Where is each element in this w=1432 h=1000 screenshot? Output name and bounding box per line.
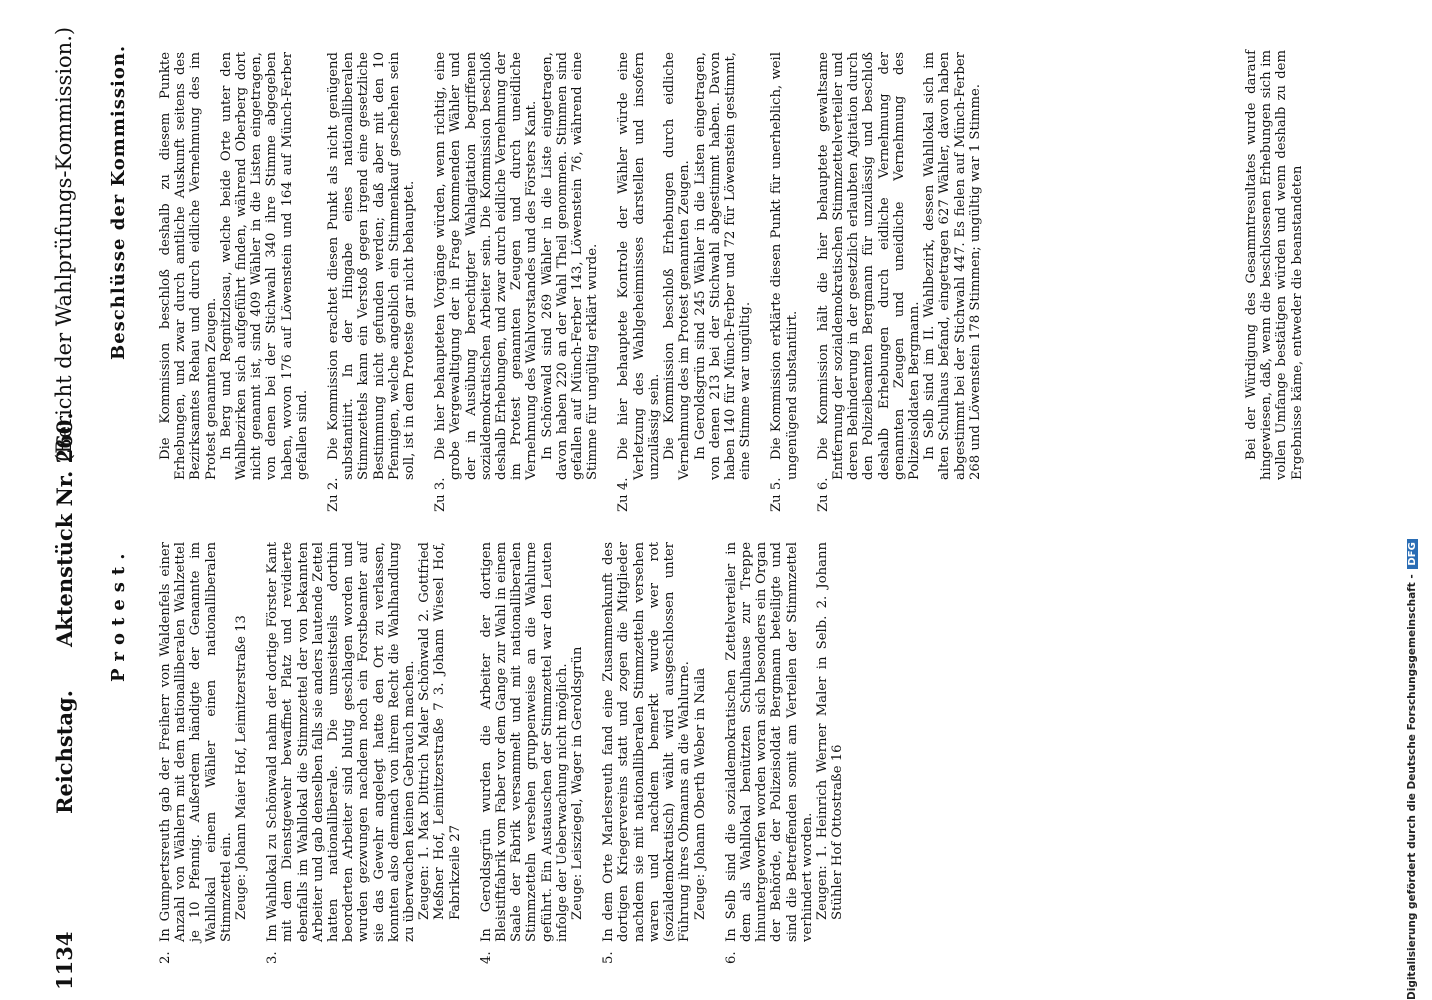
protest-item	[158, 542, 250, 964]
decision-paragraph: Die Kommission hält die hier behauptete gewaltsame Entfernung der sozialdemokratischen Stimmzettelverteiler und deren Behinderung in der gesetzlich erlaubten Agitation durch den Polizeibeamten Bergmann für unzulässig und beschloß deshalb Erhebungen durch eidliche Vernehmung der genannten Zeugen und uneidliche Vernehmung des Polizeisoldaten Bergmann.	[815, 52, 922, 480]
protest-text: Im Wahllokal zu Schönwald nahm der dortige Förster Kant mit dem Dienstgewehr bewaffnet Platz und revidierte ebenfalls im Wahllokal die Stimmzettel der von bekannten Arbeiter und gab denselben falls sie anders lautende Zettel hatten nationalliberale. Die umseitsteils dorthin beorderten Arbeiter sind blutig geschlagen worden und wurden gezwungen nachdem noch ein Forstbeamter auf sie das Gewehr angelegt hatte den Ort zu verlassen, konnten also demnach von ihrem Recht die Wahlhandlung zu überwachen keinen Gebrauch machen.	[265, 542, 418, 942]
item-number: 3.	[265, 951, 281, 964]
protest-text: In Geroldsgrün wurden die Arbeiter der dortigen Bleistiftfabrik vom Faber vor dem Gange zur Wahl in einem Saale der Fabrik versammelt und mit nationalliberalen Stimmzetteln versehen gruppenweise an die Wahlurne geführt. Ein Austauschen der Stimmzettel war den Leuten infolge der Ueberwachung nicht möglich.	[478, 542, 570, 942]
decision-paragraph: In Schönwald sind 269 Wähler in die Liste eingetragen, davon haben 220 an der Wahl Theil genommen. Stimmen sind gefallen auf Münch-Ferber 143, Löwenstein 76, während eine Stimme für ungültig erklärt wurde.	[539, 52, 601, 480]
decision-number: Zu 4.	[616, 477, 632, 512]
header-aktenstueck: Aktenstück Nr. 260.	[52, 412, 77, 647]
decision-number: Zu 5.	[769, 477, 785, 512]
header-reichstag: Reichstag.	[52, 690, 77, 814]
protest-item	[265, 542, 463, 964]
decision-paragraph: Die Kommission beschloß deshalb zu diesem Punkte Erhebungen, und zwar durch amtliche Auskunft seitens des Bezirksamtes Rehau und durch eidliche Vernehmung des im Protest genannten Zeugen.	[158, 52, 219, 480]
decision-item	[616, 52, 754, 512]
header-report-title: (Bericht der Wahlprüfungs-Kommission.)	[52, 26, 76, 462]
right-column	[158, 52, 1258, 512]
witness-line: Zeuge: Johann Maier Hof, Leimitzerstraße 13	[234, 615, 250, 920]
protest-text: In dem Orte Marlesreuth fand eine Zusammenkunft des dortigen Kriegervereins statt und zogen die Mitglieder nachdem sie mit nationalliberalen Stimmzetteln versehen waren und nachdem bemerkt wurde wer rot (sozialdemokratisch) wählt wird ausgeschlossen unter Führung ihres Obmanns an die Wahlurne.	[601, 542, 693, 942]
protest-item	[601, 542, 708, 964]
decision-item	[433, 52, 601, 512]
page-header	[52, 12, 82, 992]
decision-number: Zu 2.	[326, 477, 342, 512]
item-number: 5.	[601, 951, 617, 964]
item-number: 2.	[158, 951, 173, 964]
protest-item	[478, 542, 586, 964]
decision-item	[815, 52, 983, 512]
decision-number: Zu 3.	[433, 477, 449, 512]
witness-line: Zeugen: 1. Max Dittrich Maler Schönwald 2. Gottfried Meßner Hof, Leimitzerstraße 7 3. Johann Wiesel Hof, Fabrikzeile 27	[417, 542, 463, 920]
left-column-title: Protest.	[108, 546, 129, 682]
protest-text: In Selb sind die sozialdemokratischen Zettelverteiler in dem als Wahllokal benützten Schulhause zur Treppe hinuntergeworfen worden woran sich besonders ein Organ der Behörde, der Polizeisoldat Bergmann beteiligte und sind die Betreffenden somit am Verteilen der Stimmzettel verhindert worden.	[723, 542, 815, 942]
witness-line: Zeuge: Johann Oberth Weber in Naila	[692, 667, 708, 920]
digitization-credit	[1406, 4, 1428, 1000]
decision-paragraph: Die hier behauptete Kontrole der Wähler würde eine Verletzung des Wahlgeheimnisses darstellen und insofern unzulässig sein.	[616, 52, 662, 480]
decision-paragraph: In Berg und Regnitzlosau, welche beide Orte unter den Wahlbezirken sich aufgeführt finden, während Oberberg dort nicht genannt ist, sind 409 Wähler in die Listen eingetragen, von denen bei der Stichwahl 340 ihre Stimme abgegeben haben, wovon 176 auf Löwenstein und 164 auf Münch-Ferber gefallen sind.	[218, 52, 310, 480]
decision-paragraph: In Selb sind im II. Wahlbezirk, dessen Wahllokal sich im alten Schulhaus befand, eingetragen 627 Wähler, davon haben abgestimmt bei der Stichwahl 447. Es fielen auf Münch-Ferber 268 und Löwenstein 178 Stimmen; ungültig war 1 Stimme.	[922, 52, 983, 480]
right-column-title: Beschlüsse der Kommission.	[108, 44, 129, 360]
decision-paragraph: Die Kommission erklärte diesen Punkt für unerheblich, weil ungenügend substantiirt.	[769, 52, 800, 480]
decision-paragraph: In Geroldsgrün sind 245 Wähler in die Listen eingetragen, von denen 213 bei der Stichwahl abgestimmt haben. Davon haben 140 für Münch-Ferber und 72 für Löwenstein gestimmt, eine Stimme war ungültig.	[692, 52, 754, 480]
decision-item	[769, 52, 800, 512]
witness-line: Zeuge: Leisziegel, Wager in Geroldsgrün	[570, 646, 586, 920]
item-number: 4.	[478, 951, 494, 964]
decision-item	[158, 52, 310, 480]
protest-item	[723, 542, 846, 964]
dfg-logo-icon: DFG	[1407, 539, 1418, 568]
item-number: 6.	[723, 951, 739, 964]
decision-paragraph: Die Kommission erachtet diesen Punkt als nicht genügend substantiirt. In der Hingabe eines nationalliberalen Stimmzettels kann ein Verstoß gegen irgend eine gesetzliche Bestimmung nicht gefunden werden; daß aber mit den 10 Pfennigen, welche angeblich ein Stimmenkauf geschehen sein soll, ist in dem Proteste gar nicht behauptet.	[326, 52, 418, 480]
protest-text: In Gumpertsreuth gab der Freiherr von Waldenfels einer Anzahl von Wählern mit dem nationalliberalen Wahlzettel je 10 Pfennig. Außerdem händigte der Genannte im Wahllokal einem Wähler einen nationalliberalen Stimmzettel ein.	[158, 542, 234, 942]
witness-line: Zeugen: 1. Heinrich Werner Maler in Selb. 2. Johann Stühler Hof Ottostraße 16	[814, 542, 846, 920]
decision-number: Zu 6.	[815, 477, 831, 512]
decision-paragraph: Die Kommission beschloß Erhebungen durch eidliche Vernehmung des im Protest genannten Zeugen.	[662, 52, 693, 480]
credit-text	[1406, 8, 1418, 1000]
credit-label: Digitalisierung gefördert durch die Deutsche Forschungsgemeinschaft -	[1406, 574, 1418, 1000]
decision-paragraph: Die hier behaupteten Vorgänge würden, wenn richtig, eine grobe Vergewaltigung der in Frage kommenden Wähler und der in Ausübung berechtigter Wahlagitation begriffenen sozialdemokratischen Arbeiter sein. Die Kommission beschloß deshalb Erhebungen, und zwar durch eidliche Vernehmung der im Protest genannten Zeugen und durch uneidliche Vernehmung des Wahlvorstandes und des Försters Kant.	[433, 52, 540, 480]
left-column	[158, 542, 1258, 964]
decision-item	[326, 52, 418, 512]
closing-text: Bei der Würdigung des Gesammtresultates wurde darauf hingewiesen, daß, wenn die beschlossenen Erhebungen sich im vollen Umfange bestätigen würden und wenn deshalb zu dem Ergebnisse käme, entweder die beanstandeten	[1244, 50, 1305, 480]
closing-paragraph	[1244, 50, 1305, 480]
page-number: 1134	[52, 931, 77, 990]
